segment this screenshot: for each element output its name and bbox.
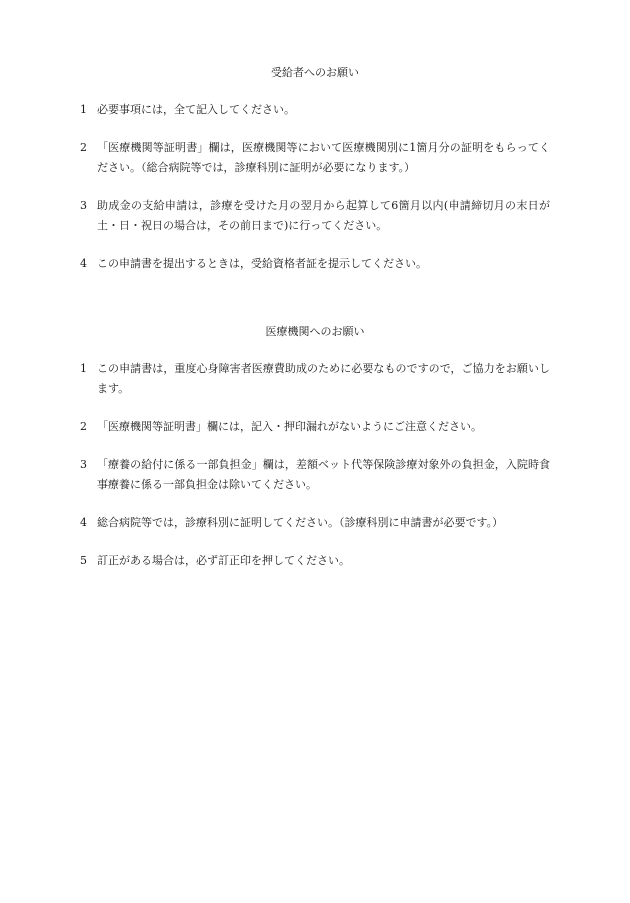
institution-item bbox=[80, 455, 550, 495]
institution-item bbox=[80, 513, 550, 533]
institution-item bbox=[80, 417, 550, 437]
recipient-item bbox=[80, 196, 550, 236]
institution-item bbox=[80, 551, 550, 571]
item-number: 3 bbox=[80, 199, 87, 212]
recipient-section-title: 受給者へのお願い bbox=[271, 66, 359, 79]
institution-requests-section bbox=[80, 323, 550, 589]
item-number: 5 bbox=[80, 554, 87, 567]
item-text: 「医療機関等証明書」欄には，記入・押印漏れがないようにご注意ください。 bbox=[97, 420, 482, 433]
item-text: 訂正がある場合は，必ず訂正印を押してください。 bbox=[97, 554, 350, 567]
item-number: 2 bbox=[80, 420, 87, 433]
item-number: 4 bbox=[80, 516, 87, 529]
item-number: 3 bbox=[80, 458, 87, 471]
item-text: 「医療機関等証明書」欄は，医療機関等において医療機関別に1箇月分の証明をもらってください。（総合病院等では，診療科別に証明が必要になります。） bbox=[97, 141, 550, 174]
recipient-item bbox=[80, 254, 550, 274]
item-number: 1 bbox=[80, 103, 87, 116]
item-number: 2 bbox=[80, 141, 87, 154]
institution-item bbox=[80, 359, 550, 399]
item-text: この申請書は，重度心身障害者医療費助成のために必要なものですので，ご協力をお願いします。 bbox=[97, 362, 550, 395]
item-number: 1 bbox=[80, 362, 87, 375]
item-text: この申請書を提出するときは，受給資格者証を提示してください。 bbox=[97, 257, 427, 270]
recipient-item bbox=[80, 100, 550, 120]
item-text: 必要事項には，全て記入してください。 bbox=[97, 103, 295, 116]
recipient-item bbox=[80, 138, 550, 178]
institution-section-title: 医療機関へのお願い bbox=[265, 325, 365, 338]
recipient-requests-section bbox=[80, 64, 550, 292]
item-text: 「療養の給付に係る一部負担金」欄は，差額ベット代等保険診療対象外の負担金，入院時食事療養に係る一部負担金は除いてください。 bbox=[97, 458, 550, 491]
item-number: 4 bbox=[80, 257, 87, 270]
item-text: 総合病院等では，診療科別に証明してください。（診療科別に申請書が必要です。） bbox=[97, 516, 504, 529]
item-text: 助成金の支給申請は，診療を受けた月の翌月から起算して6箇月以内(申請締切月の末日が土・日・祝日の場合は，その前日まで)に行ってください。 bbox=[97, 199, 550, 232]
